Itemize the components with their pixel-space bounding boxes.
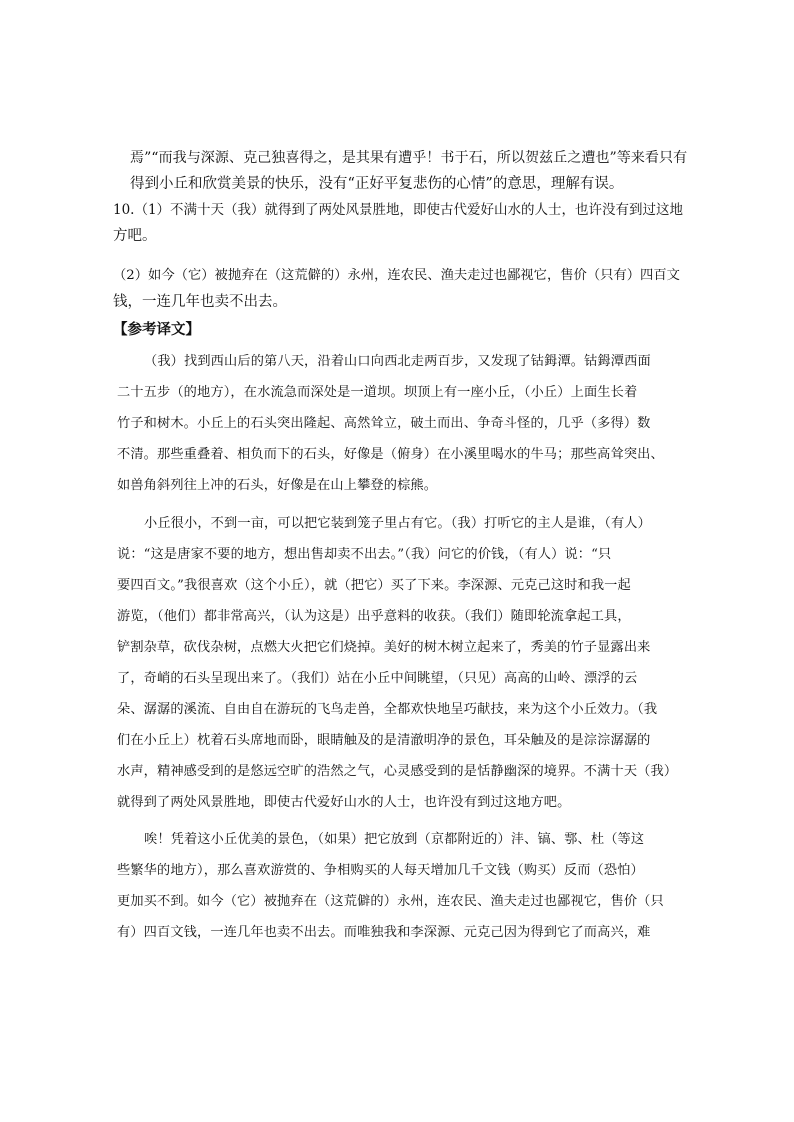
translation-line: 说：“这是唐家不要的地方，想出售却卖不出去。”（我）问它的价钱，（有人）说：“只 xyxy=(117,547,612,562)
translation-line: 要四百文。”我很喜欢（这个小丘），就（把它）买了下来。李深源、元克己这时和我一起 xyxy=(117,578,631,593)
answer-line: 焉”“而我与深源、克己独喜得之，是其果有遭乎！书于石，所以贺兹丘之遭也”等来看只有 xyxy=(130,150,688,166)
translation-line: （我）找到西山后的第八天，沿着山口向西北走两百步，又发现了钴鉧潭。钴鉧潭西面 xyxy=(144,354,651,369)
translation-line: 小丘很小，不到一亩，可以把它装到笼子里占有它。（我）打听它的主人是谁，（有人） xyxy=(144,516,651,531)
translation-line: 朵、潺潺的溪流、自由自在游玩的飞鸟走兽，全都欢快地呈巧献技，来为这个小丘效力。（我 xyxy=(117,702,658,717)
translation-line: 铲割杂草，砍伐杂树，点燃大火把它们烧掉。美好的树木树立起来了，秀美的竹子显露出来 xyxy=(117,640,651,655)
translation-line: 不清。那些重叠着、相负而下的石头，好像是（俯身）在小溪里喝水的牛马；那些高耸突出、 xyxy=(117,447,664,462)
reference-translation-heading: 【参考译文】 xyxy=(113,321,200,338)
translation-line: 二十五步（的地方），在水流急而深处是一道坝。坝顶上有一座小丘，（小丘）上面生长着 xyxy=(117,385,638,400)
translation-line: 水声，精神感受到的是悠远空旷的浩然之气，心灵感受到的是恬静幽深的境界。不满十天（我） xyxy=(117,764,678,779)
answer-10-1-line: 10.（1）不满十天（我）就得到了两处风景胜地，即使古代爱好山水的人士，也许没有到过这地 xyxy=(113,202,684,218)
answer-10-2-line: （2）如今（它）被抛弃在（这荒僻的）永州，连农民、渔夫走过也鄙视它，售价（只有）四百文 xyxy=(113,268,680,283)
translation-line: 如兽角斜列往上冲的石头，好像是在山上攀登的棕熊。 xyxy=(117,478,438,493)
translation-line: 竹子和树木。小丘上的石头突出隆起、高然耸立，破土而出、争奇斗怪的，几乎（多得）数 xyxy=(117,416,651,431)
translation-line: 唉！凭着这小丘优美的景色，（如果）把它放到（京都附近的）沣、镐、鄠、杜（等这 xyxy=(144,832,645,847)
translation-line: 游览，（他们）都非常高兴，（认为这是）出乎意料的收获。（我们）随即轮流拿起工具， xyxy=(117,609,631,624)
translation-line: 就得到了两处风景胜地，即使古代爱好山水的人士，也许没有到过这地方吧。 xyxy=(117,795,571,810)
translation-line: 了，奇峭的石头呈现出来了。（我们）站在小丘中间眺望，（只见）高高的山岭、漂浮的云 xyxy=(117,671,638,686)
translation-line: 有）四百文钱，一连几年也卖不出去。而唯独我和李深源、元克己因为得到它了而高兴，难 xyxy=(117,925,651,940)
answer-line: 得到小丘和欣赏美景的快乐，没有“正好平复悲伤的心情”的意思，理解有误。 xyxy=(130,176,624,192)
answer-10-1-line: 方吧。 xyxy=(113,228,157,244)
translation-line: 些繁华的地方），那么喜欢游赏的、争相购买的人每天增加几千文钱（购买）反而（恐怕） xyxy=(117,863,644,878)
translation-line: 更加买不到。如今（它）被抛弃在（这荒僻的）永州，连农民、渔夫走过也鄙视它，售价（只 xyxy=(117,894,664,909)
translation-line: 们在小丘上）枕着石头席地而卧，眼睛触及的是清澈明净的景色，耳朵触及的是淙淙潺潺的 xyxy=(117,733,651,748)
answer-10-2-line: 钱，一连几年也卖不出去。 xyxy=(113,294,287,310)
